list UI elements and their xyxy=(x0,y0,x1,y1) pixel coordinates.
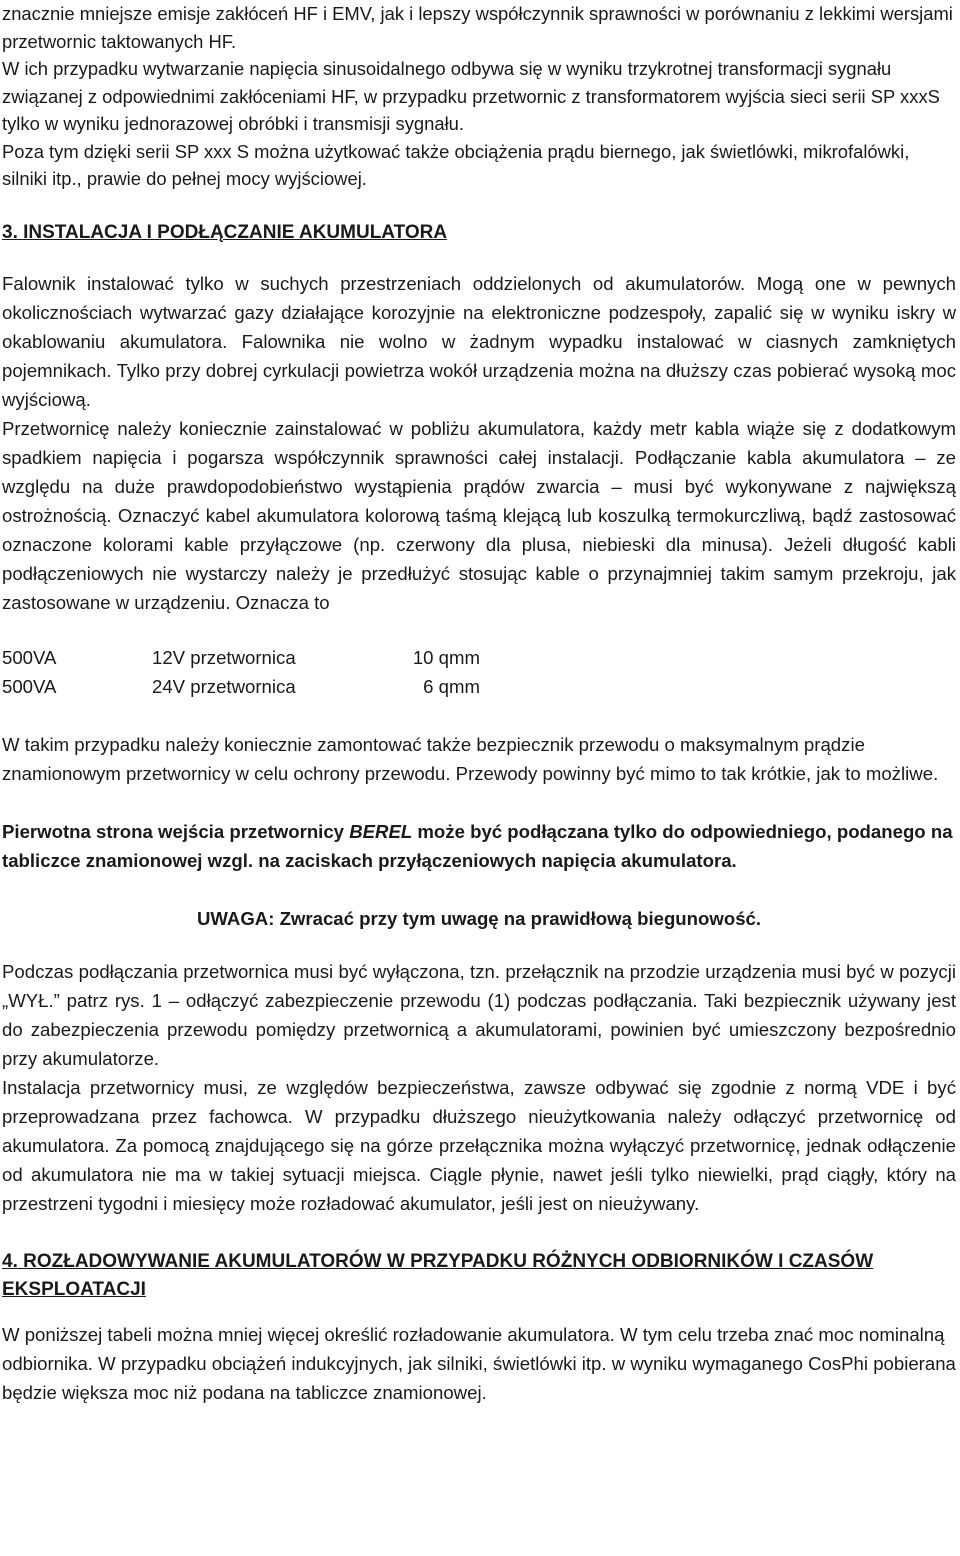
section-3-bold-notice xyxy=(2,817,956,875)
section-3-paragraph-3: W takim przypadku należy koniecznie zamontować także bezpiecznik przewodu o maksymalnym prądzie znamionowym przetwornicy w celu ochrony przewodu. Przewody powinny być mimo to tak krótkie, jak to możliwe. xyxy=(2,733,939,784)
section-4-heading: 4. ROZŁADOWYWANIE AKUMULATORÓW W PRZYPADKU RÓŻNYCH ODBIORNIKÓW I CZASÓW EKSPLOATACJI xyxy=(2,1250,874,1300)
table-row xyxy=(2,672,956,701)
cable-section-table xyxy=(2,643,956,701)
brand-name: BEREL xyxy=(349,820,413,842)
section-4-paragraph-1: W poniższej tabeli można mniej więcej określić rozładowanie akumulatora. W tym celu trzeba znać moc nominalną odbiornika. W przypadku obciążeń indukcyjnych, jak silniki, świetlówki itp. w wyniku wymaganego CosPhi pobierana będzie większa moc niż podana na tabliczce znamionowej. xyxy=(2,1323,956,1403)
table-cell-power: 500VA xyxy=(2,646,57,668)
bold-notice-end: może być podłączana tylko do odpowiedniego, podanego na tabliczce znamionowej wzgl. na zaciskach przyłączeniowych napięcia akumulatora. xyxy=(2,820,953,871)
section-3-paragraph-1: Falownik instalować tylko w suchych przestrzeniach oddzielonych od akumulatorów. Mogą one w pewnych okolicznościach wytwarzać gazy działające korozyjnie na elektroniczne podzespoły, zapalić się w wyniku iskry w okablowaniu akumulatora. Falownika nie wolno w żadnym wypadku instalować w ciasnych zamkniętych pojemnikach. Tylko przy dobrej cyrkulacji powietrza wokół urządzenia można na dłuższy czas pobierać wysoką moc wyjściową. xyxy=(2,272,956,410)
polarity-warning: UWAGA: Zwracać przy tym uwagę na prawidłową biegunowość. xyxy=(196,907,762,929)
section-3-paragraph-4: Podczas podłączania przetwornica musi być wyłączona, tzn. przełącznik na przodzie urządzenia musi być w pozycji „WYŁ.” patrz rys. 1 – odłączyć zabezpieczenie przewodu (1) podczas podłączania. Taki bezpiecznik używany jest do zabezpieczenia przewodu pomiędzy przetwornicą a akumulatorami, powinien być umieszczony bezpośrednio przy akumulatorze. xyxy=(2,960,956,1069)
table-row xyxy=(2,643,956,672)
table-cell-section: 6 qmm xyxy=(423,675,480,697)
table-cell-type: 24V przetwornica xyxy=(152,675,296,697)
table-cell-type: 12V przetwornica xyxy=(152,646,296,668)
intro-block xyxy=(2,0,956,193)
intro-paragraph-3: Poza tym dzięki serii SP xxx S można użytkować także obciążenia prądu biernego, jak świetlówki, mikrofalówki, silniki itp., prawie do pełnej mocy wyjściowej. xyxy=(2,140,910,189)
intro-paragraph-1: znacznie mniejsze emisje zakłóceń HF i EMV, jak i lepszy współczynnik sprawności w porównaniu z lekkimi wersjami przetwornic taktowanych HF. xyxy=(2,3,953,52)
section-3-heading: 3. INSTALACJA I PODŁĄCZANIE AKUMULATORA xyxy=(2,221,448,243)
table-cell-section: 10 qmm xyxy=(412,646,480,668)
section-3-paragraph-5: Instalacja przetwornicy musi, ze względów bezpieczeństwa, zawsze odbywać się zgodnie z normą VDE i być przeprowadzana przez fachowca. W przypadku dłuższego nieużytkowania należy odłączyć przetwornicę od akumulatora. Za pomocą znajdującego się na górze przełącznika można wyłączyć przetwornicę, jednak odłączenie od akumulatora nie ma w takiej sytuacji miejsca. Ciągle płynie, nawet jeśli tylko niewielki, prąd ciągły, który na przestrzeni tygodni i miesięcy może rozładować akumulator, jeśli jest on nieużywany. xyxy=(2,1076,956,1214)
section-3-paragraph-2: Przetwornicę należy koniecznie zainstalować w pobliżu akumulatora, każdy metr kabla wiąże się z dodatkowym spadkiem napięcia i pogarsza współczynnik sprawności całej instalacji. Podłączanie kabla akumulatora – ze względu na duże prawdopodobieństwo wystąpienia prądów zwarcia – musi być wykonywane z największą ostrożnością. Oznaczyć kabel akumulatora kolorową taśmą klejącą lub koszulką termokurczliwą, bądź zastosować oznaczone kolorami kable przyłączowe (np. czerwony dla plusa, niebieski dla minusa). Jeżeli długość kabli podłączeniowych nie wystarczy należy je przedłużyć stosując kable o przynajmniej takim samym przekroju, jak zastosowane w urządzeniu. Oznacza to xyxy=(2,417,956,613)
bold-notice-start: Pierwotna strona wejścia przetwornicy xyxy=(2,820,350,842)
table-cell-power: 500VA xyxy=(2,675,57,697)
intro-paragraph-2: W ich przypadku wytwarzanie napięcia sinusoidalnego odbywa się w wyniku trzykrotnej transformacji sygnału związanej z odpowiednimi zakłóceniami HF, w przypadku przetwornic z transformatorem wyjścia sieci serii SP xxxS tylko w wyniku jednorazowej obróbki i transmisji sygnału. xyxy=(2,58,940,134)
